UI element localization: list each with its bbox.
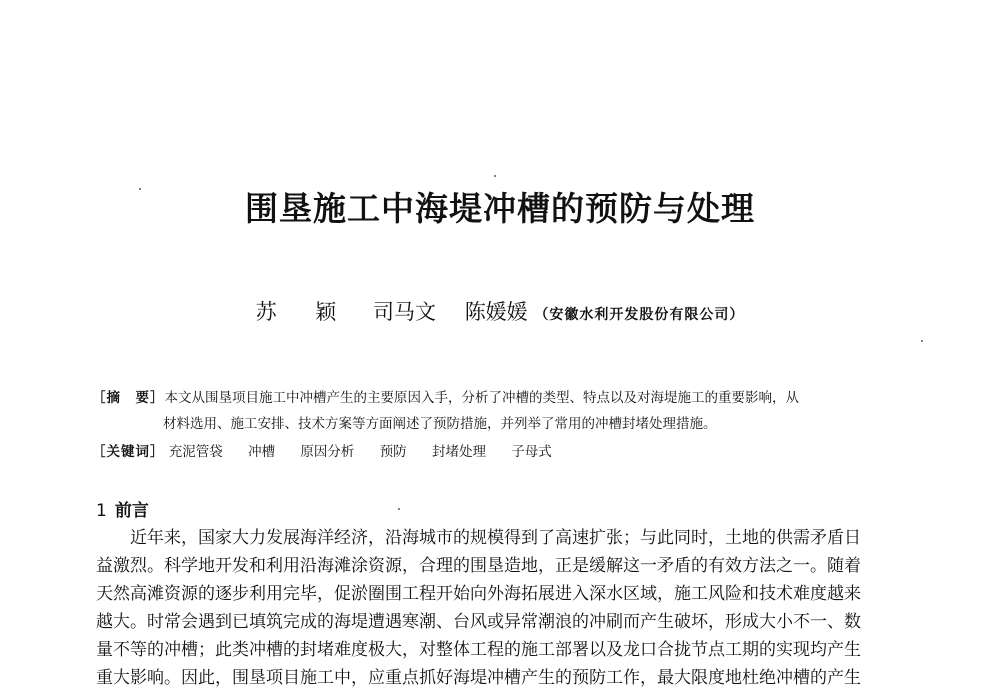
abstract-text: 材料选用、施工安排、技术方案等方面阐述了预防措施，并列举了常用的冲槽封堵处理措施。 (163, 416, 717, 432)
keywords (92, 440, 552, 460)
body-line: 重大影响。因此，围垦项目施工中，应重点抓好海堤冲槽产生的预防工作，最大限度地杜绝冲槽的产生 (96, 668, 861, 688)
keyword: 子母式 (511, 444, 552, 460)
scan-speck (494, 175, 496, 177)
author-affiliation: （安徽水利开发股份有限公司） (534, 307, 745, 323)
keyword: 冲槽 (248, 444, 276, 460)
scan-speck (921, 340, 923, 342)
keyword: 充泥管袋 (168, 444, 223, 460)
author-name: 苏 颖 (255, 300, 353, 324)
author-name: 司马文 (373, 300, 436, 324)
abstract-line (92, 411, 912, 437)
abstract-text: 本文从围垦项目施工中冲槽产生的主要原因入手，分析了冲槽的类型、特点以及对海堤施工的重要影响，从 (164, 390, 799, 406)
keywords-label: ［关键词］ (92, 444, 165, 460)
body-line: 天然高滩资源的逐步利用完毕，促淤圈围工程开始向外海拓展进入深水区域，施工风险和技术难度越来 (96, 584, 861, 604)
section-title: 前言 (114, 501, 149, 521)
section-heading (96, 496, 149, 521)
keyword: 预防 (379, 444, 407, 460)
body-line: 近年来，国家大力发展海洋经济，沿海城市的规模得到了高速扩张；与此同时，土地的供需矛盾日 (130, 528, 861, 548)
abstract-label: ［摘 要］ (92, 390, 165, 406)
abstract (92, 385, 912, 437)
scan-speck (139, 188, 141, 190)
author-name: 陈媛媛 (464, 300, 528, 324)
body-line: 益激烈。科学地开发和利用沿海滩涂资源，合理的围垦造地，正是缓解这一矛盾的有效方法之一。随着 (96, 556, 861, 576)
paper-title: 围垦施工中海堤冲槽的预防与处理 (245, 189, 755, 228)
section-number: 1 (96, 501, 107, 521)
abstract-line (92, 385, 912, 411)
keyword: 封堵处理 (431, 444, 486, 460)
body-line: 量不等的冲槽；此类冲槽的封堵难度极大，对整体工程的施工部署以及龙口合拢节点工期的实现均产生 (96, 640, 861, 660)
body-line: 越大。时常会遇到已填筑完成的海堤遭遇寒潮、台风或异常潮浪的冲刷而产生破坏，形成大小不一、数 (96, 612, 861, 632)
keyword: 原因分析 (300, 444, 355, 460)
author-line (0, 296, 1000, 326)
body-paragraph (96, 524, 908, 692)
scan-speck (398, 508, 400, 510)
